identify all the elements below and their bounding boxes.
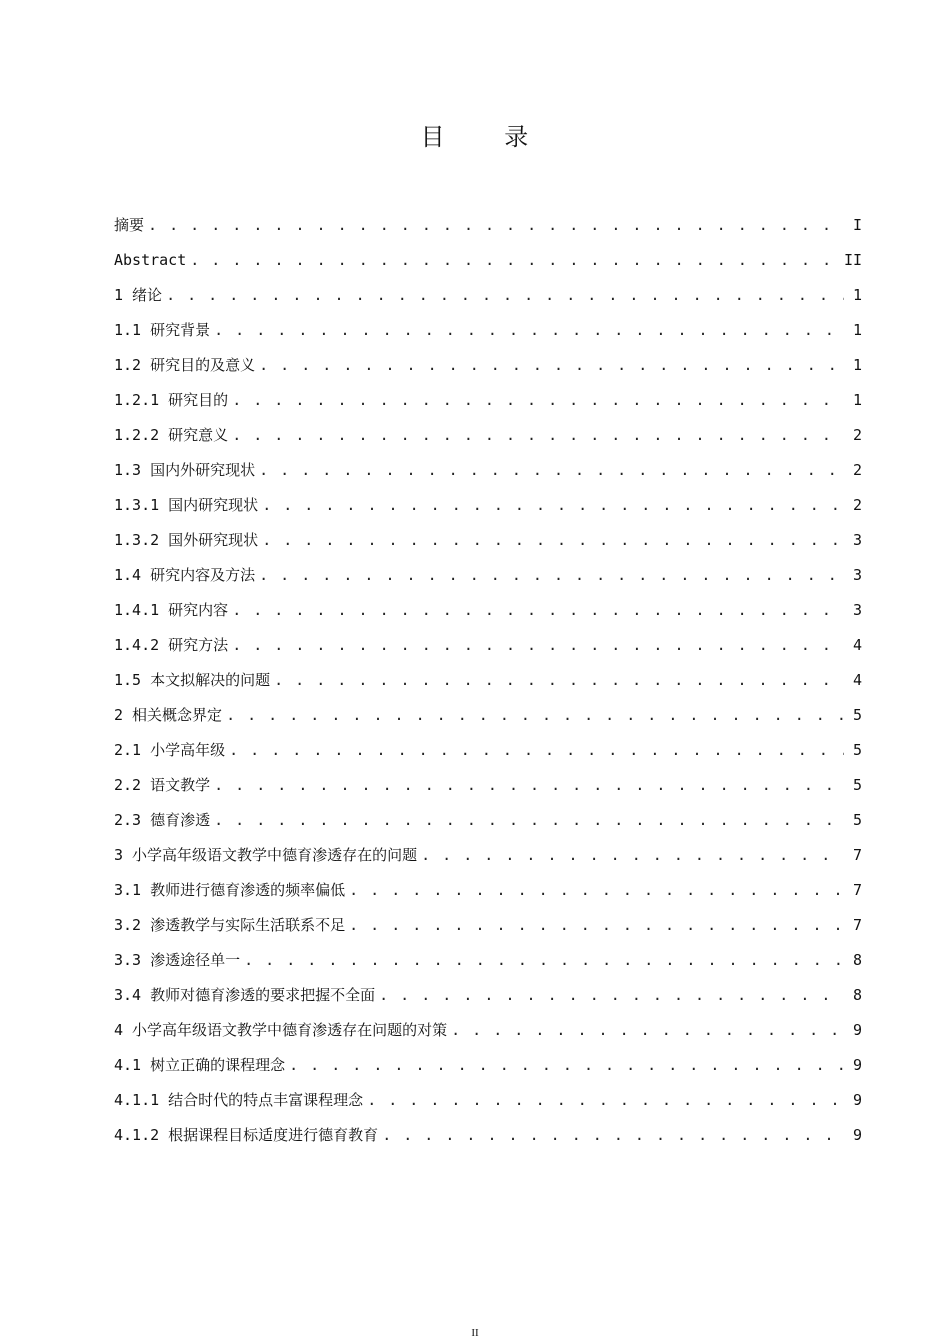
toc-leader-dots (214, 803, 844, 838)
toc-leader-dots (382, 1118, 844, 1153)
toc-leader-dots (379, 978, 844, 1013)
toc-entry (114, 803, 862, 838)
toc-entry-page: 9 (852, 1056, 862, 1074)
toc-entry-page: 2 (852, 461, 862, 479)
toc-entry-page: 5 (852, 811, 862, 829)
toc-entry-page: 5 (852, 741, 862, 759)
toc-entry-page: 5 (852, 706, 862, 724)
table-of-contents (114, 208, 862, 1153)
toc-entry-label: 1.4.1 研究内容 (114, 601, 229, 619)
toc-entry-page: 7 (852, 881, 862, 899)
toc-entry (114, 558, 862, 593)
toc-entry-page: I (852, 216, 862, 234)
toc-entry (114, 1083, 862, 1118)
page-title: 目 录 (420, 123, 555, 151)
toc-entry (114, 383, 862, 418)
toc-entry-page: 7 (852, 916, 862, 934)
toc-entry-label: 3.1 教师进行德育渗透的频率偏低 (114, 881, 346, 899)
toc-entry (114, 313, 862, 348)
toc-leader-dots (289, 1048, 844, 1083)
toc-entry (114, 698, 862, 733)
toc-entry (114, 628, 862, 663)
toc-entry-page: 4 (852, 636, 862, 654)
toc-entry (114, 593, 862, 628)
toc-leader-dots (451, 1013, 844, 1048)
toc-entry (114, 943, 862, 978)
toc-entry-page: 1 (852, 391, 862, 409)
toc-entry (114, 978, 862, 1013)
toc-entry (114, 243, 862, 278)
toc-entry (114, 908, 862, 943)
toc-entry-page: II (843, 251, 862, 269)
toc-leader-dots (232, 593, 844, 628)
toc-entry-label: 1.4 研究内容及方法 (114, 566, 256, 584)
toc-entry-page: 9 (852, 1091, 862, 1109)
toc-entry-label: 1.2 研究目的及意义 (114, 356, 256, 374)
toc-entry-page: 9 (852, 1126, 862, 1144)
toc-leader-dots (262, 523, 844, 558)
toc-entry-page: 1 (852, 356, 862, 374)
toc-leader-dots (232, 383, 844, 418)
toc-entry-label: 1.1 研究背景 (114, 321, 211, 339)
toc-entry-label: 3 小学高年级语文教学中德育渗透存在的问题 (114, 846, 418, 864)
toc-leader-dots (232, 628, 844, 663)
toc-entry-page: 8 (852, 986, 862, 1004)
toc-entry (114, 278, 862, 313)
toc-entry-label: 2.3 德育渗透 (114, 811, 211, 829)
toc-entry-label: 1.3.2 国外研究现状 (114, 531, 259, 549)
toc-leader-dots (190, 243, 838, 278)
toc-entry-page: 3 (852, 601, 862, 619)
toc-entry (114, 453, 862, 488)
toc-entry-label: 摘要 (114, 216, 145, 234)
toc-leader-dots (166, 278, 844, 313)
toc-leader-dots (349, 908, 844, 943)
toc-entry-label: Abstract (114, 251, 187, 269)
toc-entry-label: 1.5 本文拟解决的问题 (114, 671, 271, 689)
toc-leader-dots (367, 1083, 844, 1118)
toc-entry-page: 4 (852, 671, 862, 689)
toc-entry (114, 418, 862, 453)
toc-entry (114, 838, 862, 873)
toc-leader-dots (349, 873, 844, 908)
toc-leader-dots (244, 943, 844, 978)
toc-entry-label: 3.4 教师对德育渗透的要求把握不全面 (114, 986, 376, 1004)
toc-entry-page: 3 (852, 566, 862, 584)
page-number-footer: II (471, 1327, 479, 1339)
toc-entry-label: 4.1.2 根据课程目标适度进行德育教育 (114, 1126, 379, 1144)
toc-entry-label: 1.2.1 研究目的 (114, 391, 229, 409)
toc-entry-label: 3.2 渗透教学与实际生活联系不足 (114, 916, 346, 934)
toc-leader-dots (259, 558, 844, 593)
toc-entry (114, 1013, 862, 1048)
toc-leader-dots (229, 733, 844, 768)
toc-leader-dots (226, 698, 844, 733)
toc-entry-page: 1 (852, 286, 862, 304)
toc-entry (114, 488, 862, 523)
toc-entry-label: 1.4.2 研究方法 (114, 636, 229, 654)
toc-entry-label: 2 相关概念界定 (114, 706, 223, 724)
toc-entry-label: 1 绪论 (114, 286, 163, 304)
toc-entry-label: 3.3 渗透途径单一 (114, 951, 241, 969)
toc-entry (114, 208, 862, 243)
toc-entry (114, 873, 862, 908)
toc-entry-label: 2.2 语文教学 (114, 776, 211, 794)
toc-entry-page: 3 (852, 531, 862, 549)
toc-entry-page: 2 (852, 496, 862, 514)
toc-leader-dots (262, 488, 844, 523)
toc-entry (114, 1048, 862, 1083)
toc-leader-dots (148, 208, 844, 243)
toc-entry-page: 5 (852, 776, 862, 794)
toc-leader-dots (214, 768, 844, 803)
toc-entry-label: 4.1.1 结合时代的特点丰富课程理念 (114, 1091, 364, 1109)
toc-entry-label: 1.2.2 研究意义 (114, 426, 229, 444)
toc-entry-page: 1 (852, 321, 862, 339)
toc-entry-page: 9 (852, 1021, 862, 1039)
toc-entry (114, 348, 862, 383)
toc-entry (114, 523, 862, 558)
toc-entry (114, 1118, 862, 1153)
toc-entry-label: 4 小学高年级语文教学中德育渗透存在问题的对策 (114, 1021, 448, 1039)
toc-entry-page: 2 (852, 426, 862, 444)
toc-leader-dots (232, 418, 844, 453)
toc-leader-dots (274, 663, 844, 698)
toc-entry-label: 1.3 国内外研究现状 (114, 461, 256, 479)
toc-leader-dots (259, 453, 844, 488)
toc-leader-dots (259, 348, 844, 383)
toc-leader-dots (214, 313, 844, 348)
toc-leader-dots (421, 838, 844, 873)
toc-entry (114, 768, 862, 803)
toc-entry-label: 4.1 树立正确的课程理念 (114, 1056, 286, 1074)
toc-entry-label: 2.1 小学高年级 (114, 741, 226, 759)
toc-entry-label: 1.3.1 国内研究现状 (114, 496, 259, 514)
toc-entry-page: 7 (852, 846, 862, 864)
toc-entry (114, 733, 862, 768)
toc-entry (114, 663, 862, 698)
toc-entry-page: 8 (852, 951, 862, 969)
